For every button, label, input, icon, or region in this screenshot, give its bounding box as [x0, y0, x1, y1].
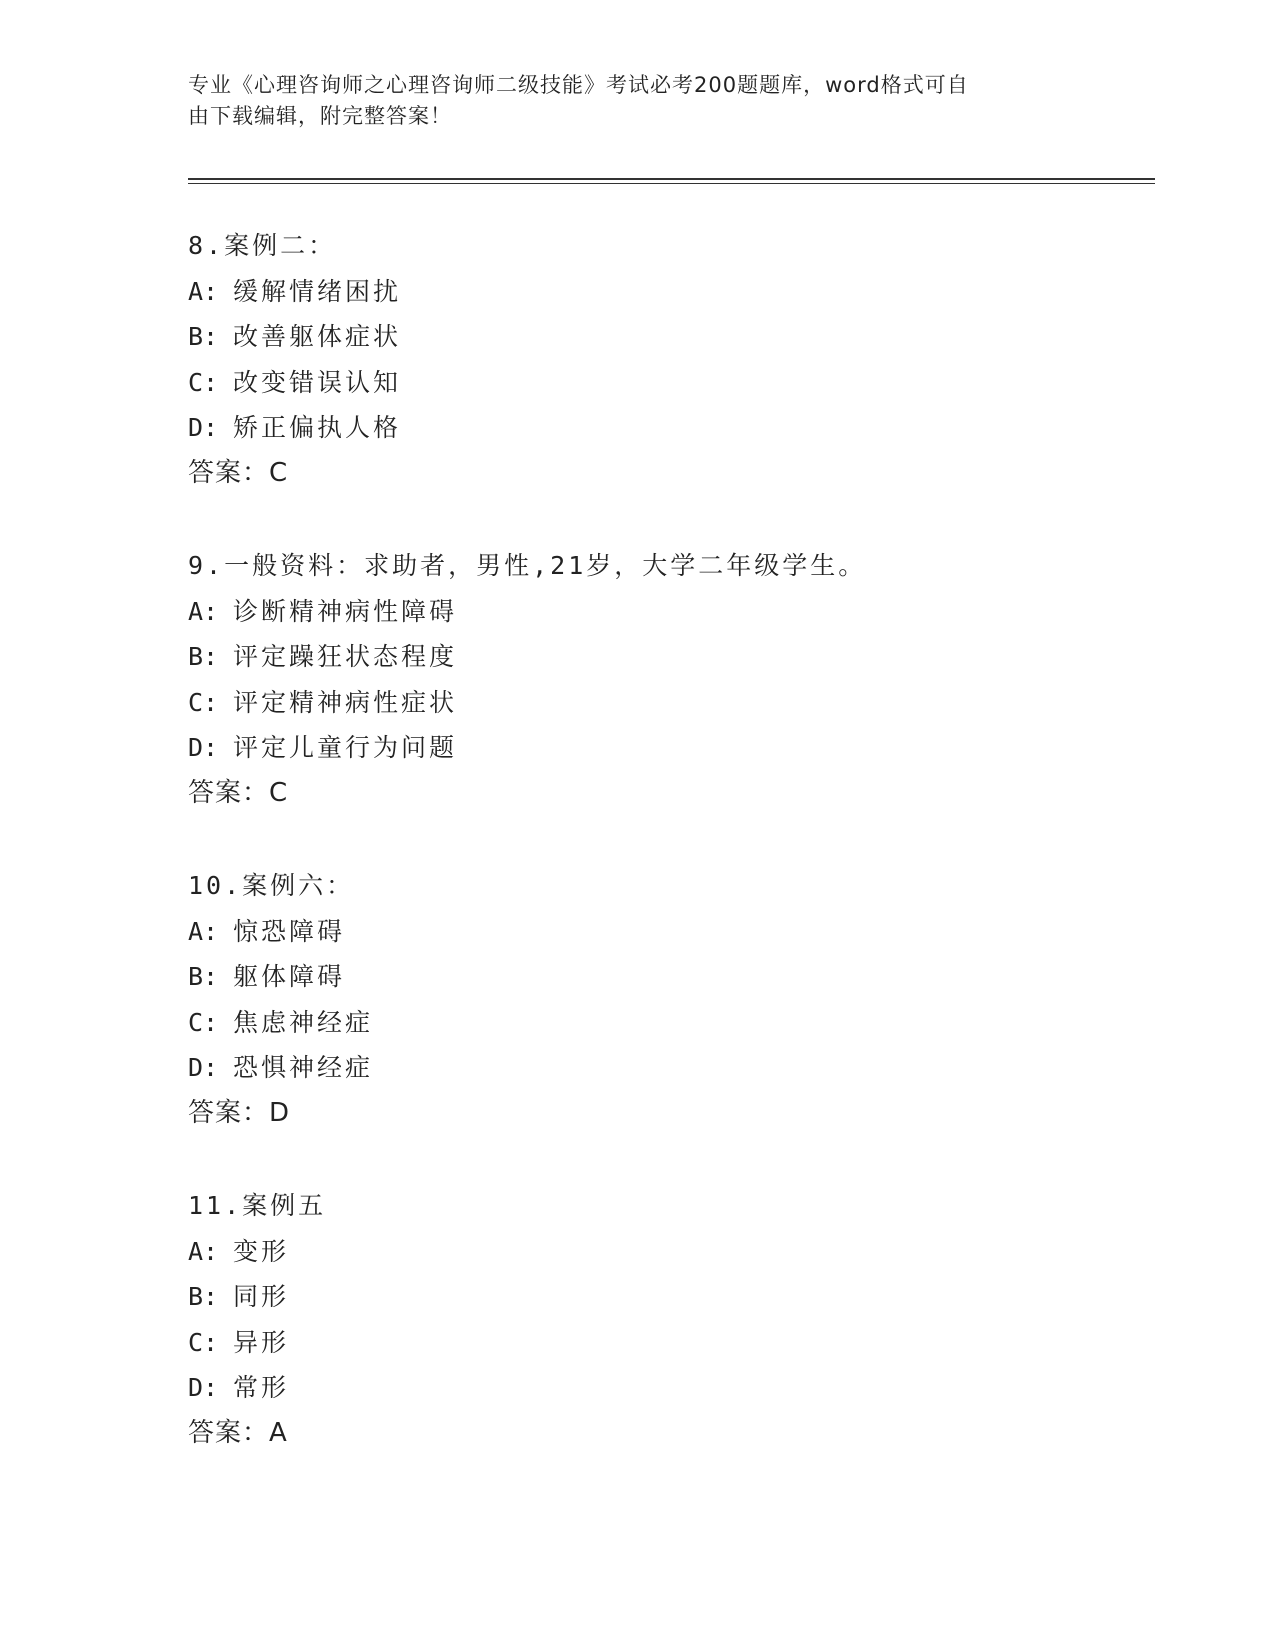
option-d [188, 1365, 1148, 1411]
option-a [188, 589, 1148, 635]
question-10 [188, 863, 1148, 1137]
header-divider [188, 178, 1155, 184]
answer: 答案：C [188, 777, 289, 808]
answer: 答案：C [188, 457, 289, 488]
option-letter: A: [188, 596, 219, 626]
question-9 [188, 543, 1148, 817]
question-stem: 11.案例五 [188, 1191, 327, 1220]
option-letter: D: [188, 1373, 219, 1403]
option-text: 焦虑神经症 [233, 1007, 374, 1037]
option-letter: D: [188, 413, 219, 443]
option-c [188, 1000, 1148, 1046]
option-letter: A: [188, 916, 219, 946]
option-c [188, 360, 1148, 406]
question-stem: 8.案例二： [188, 231, 337, 260]
option-text: 评定儿童行为问题 [233, 733, 458, 763]
option-text: 恐惧神经症 [233, 1053, 374, 1083]
option-b [188, 314, 1148, 360]
option-d [188, 725, 1148, 771]
option-letter: C: [188, 1007, 219, 1037]
question-11 [188, 1183, 1148, 1457]
option-b [188, 954, 1148, 1000]
option-d [188, 1045, 1148, 1091]
option-text: 改善躯体症状 [233, 322, 402, 352]
option-text: 惊恐障碍 [233, 916, 346, 946]
header-line-2: 由下载编辑，附完整答案！ [188, 104, 452, 128]
header-line-1: 专业《心理咨询师之心理咨询师二级技能》考试必考200题题库，word格式可自 [188, 73, 969, 97]
option-letter: B: [188, 962, 219, 992]
option-letter: C: [188, 367, 219, 397]
question-8 [188, 223, 1148, 497]
option-a [188, 269, 1148, 315]
option-c [188, 1320, 1148, 1366]
option-letter: D: [188, 1053, 219, 1083]
option-text: 异形 [233, 1327, 290, 1357]
option-b [188, 1274, 1148, 1320]
option-letter: B: [188, 322, 219, 352]
question-stem: 9.一般资料：求助者，男性,21岁，大学二年级学生。 [188, 551, 867, 580]
option-text: 评定精神病性症状 [233, 687, 458, 717]
option-letter: C: [188, 687, 219, 717]
option-text: 诊断精神病性障碍 [233, 596, 458, 626]
option-text: 常形 [233, 1373, 290, 1403]
option-letter: D: [188, 733, 219, 763]
option-letter: B: [188, 1282, 219, 1312]
option-letter: A: [188, 1236, 219, 1266]
option-letter: A: [188, 276, 219, 306]
answer: 答案：D [188, 1097, 291, 1128]
answer: 答案：A [188, 1417, 288, 1448]
option-d [188, 405, 1148, 451]
option-letter: C: [188, 1327, 219, 1357]
option-text: 缓解情绪困扰 [233, 276, 402, 306]
option-text: 变形 [233, 1236, 290, 1266]
option-a [188, 1229, 1148, 1275]
option-text: 同形 [233, 1282, 290, 1312]
option-text: 躯体障碍 [233, 962, 346, 992]
option-c [188, 680, 1148, 726]
option-a [188, 909, 1148, 955]
option-b [188, 634, 1148, 680]
document-header [188, 70, 1068, 132]
option-letter: B: [188, 642, 219, 672]
option-text: 矫正偏执人格 [233, 413, 402, 443]
option-text: 评定躁狂状态程度 [233, 642, 458, 672]
question-stem: 10.案例六： [188, 871, 355, 900]
option-text: 改变错误认知 [233, 367, 402, 397]
